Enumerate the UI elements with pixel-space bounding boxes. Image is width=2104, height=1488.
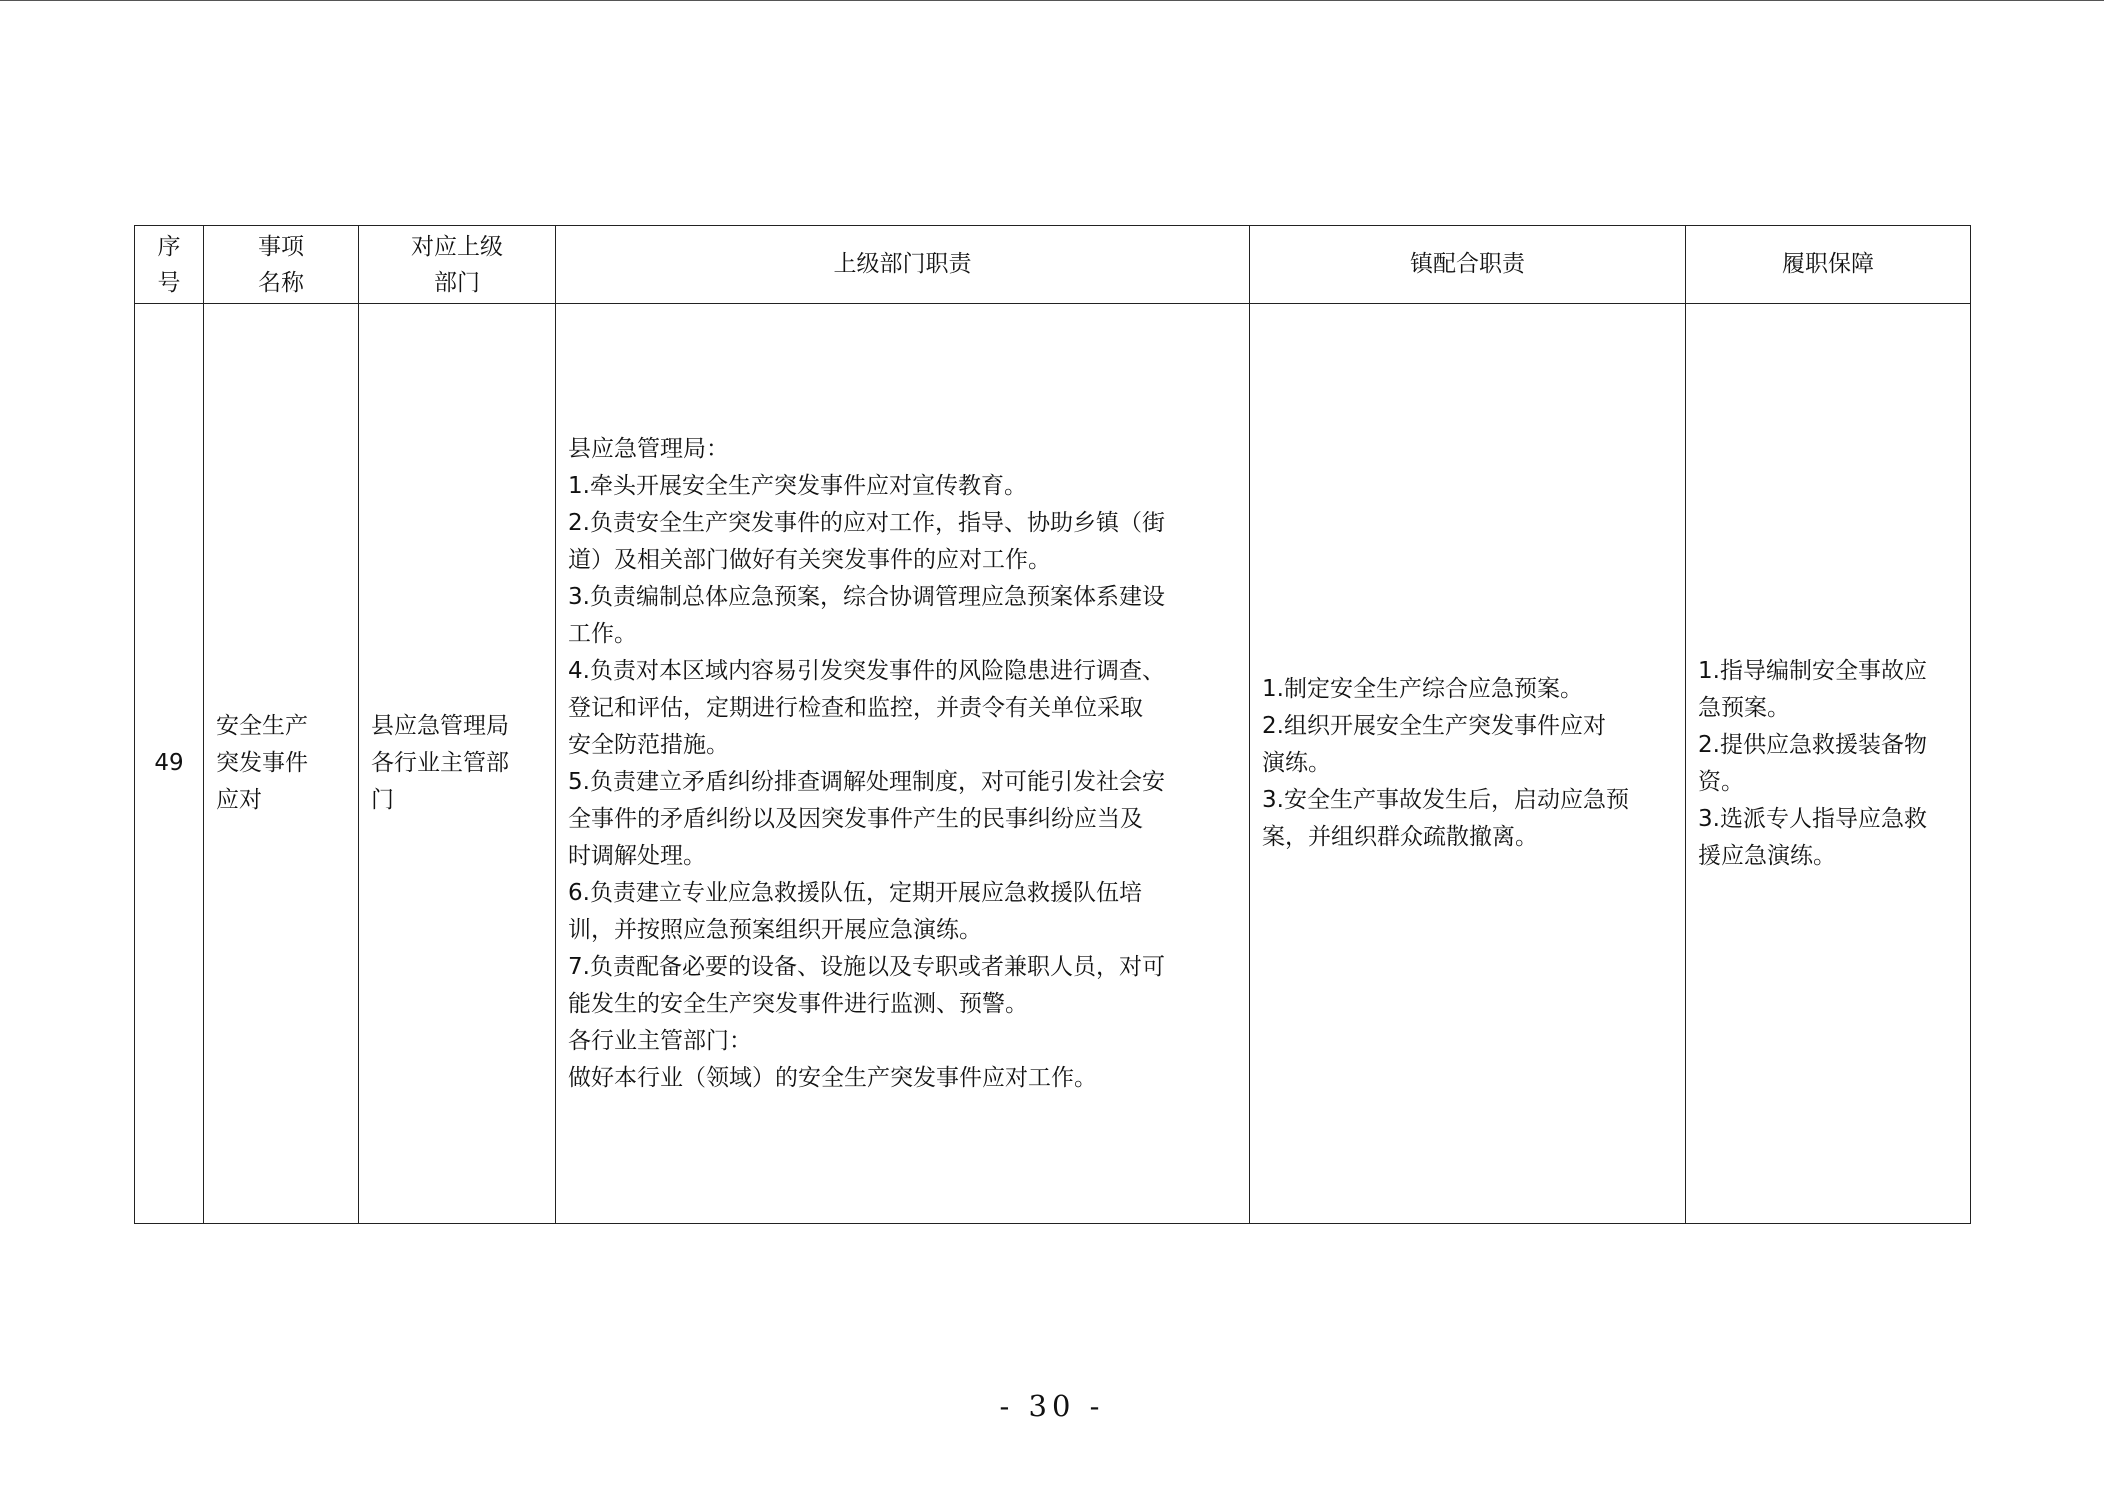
header-guarantee: 履职保障	[1686, 226, 1971, 304]
page-top-border	[0, 0, 2104, 1]
header-town-duties: 镇配合职责	[1250, 226, 1686, 304]
duty-table	[134, 225, 1971, 1224]
table-row	[135, 304, 1971, 1224]
header-upper-dept: 对应上级 部门	[359, 226, 556, 304]
cell-no: 49	[135, 304, 204, 1224]
header-no: 序 号	[135, 226, 204, 304]
cell-town-duties: 1.制定安全生产综合应急预案。 2.组织开展安全生产突发事件应对 演练。 3.安全生产事故发生后，启动应急预 案，并组织群众疏散撤离。	[1250, 304, 1686, 1224]
cell-guarantee: 1.指导编制安全事故应 急预案。 2.提供应急救援装备物 资。 3.选派专人指导应急救 援应急演练。	[1686, 304, 1971, 1224]
header-upper-duties: 上级部门职责	[556, 226, 1250, 304]
cell-upper-dept: 县应急管理局 各行业主管部 门	[359, 304, 556, 1224]
page-number: - 30 -	[999, 1389, 1105, 1423]
header-item-name: 事项 名称	[204, 226, 359, 304]
cell-item-name: 安全生产 突发事件 应对	[204, 304, 359, 1224]
table-header-row	[135, 226, 1971, 304]
cell-upper-duties: 县应急管理局： 1.牵头开展安全生产突发事件应对宣传教育。 2.负责安全生产突发事件的应对工作，指导、协助乡镇（街 道）及相关部门做好有关突发事件的应对工作。 3.负责编制总体应急预案，综合协调管理应急预案体系建设 工作。 4.负责对本区域内容易引发突发事件的风险隐患进行调查、 登记和评估，定期进行检查和监控，并责令有关单位采取 安全防范措施。 5.负责建立矛盾纠纷排查调解处理制度，对可能引发社会安 全事件的矛盾纠纷以及因突发事件产生的民事纠纷应当及 时调解处理。 6.负责建立专业应急救援队伍，定期开展应急救援队伍培 训，并按照应急预案组织开展应急演练。 7.负责配备必要的设备、设施以及专职或者兼职人员，对可 能发生的安全生产突发事件进行监测、预警。 各行业主管部门： 做好本行业（领域）的安全生产突发事件应对工作。	[556, 304, 1250, 1224]
